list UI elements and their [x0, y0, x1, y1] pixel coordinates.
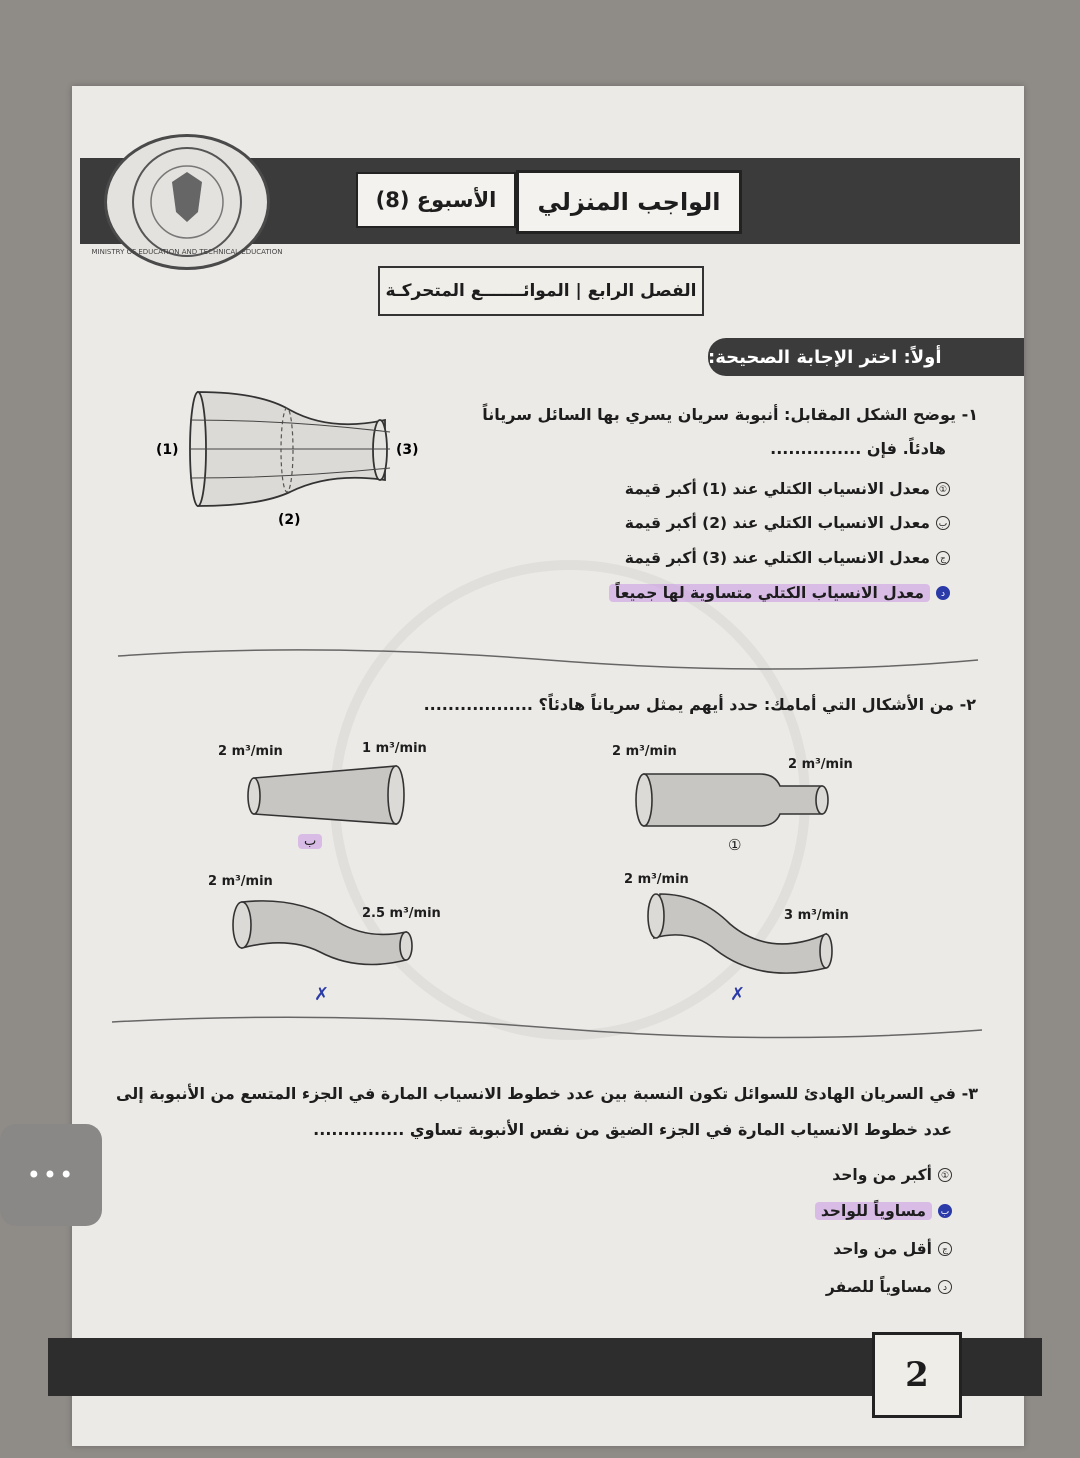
radio-icon: ج: [936, 551, 950, 565]
week-label: الأسبوع (8): [356, 172, 516, 228]
radio-icon: ①: [936, 482, 950, 496]
question-number: ٢-: [959, 695, 976, 714]
question-text: من الأشكال التي أمامك: حدد أيهم يمثل سرياناً هادئاً؟ ..................: [423, 695, 955, 714]
radio-icon: د: [938, 1280, 952, 1294]
q3-option-a[interactable]: [832, 1162, 952, 1188]
flow-in-label: 2 m³/min: [624, 872, 689, 887]
ministry-logo: [91, 134, 283, 270]
page-number: 2: [872, 1332, 962, 1418]
flow-out-label: 1 m³/min: [362, 741, 427, 756]
page-title: الواجب المنزلي: [516, 170, 742, 234]
more-options-button[interactable]: •••: [0, 1124, 102, 1226]
question-text-cont: هادئاً. فإن ...............: [770, 439, 946, 458]
radio-icon: ①: [938, 1168, 952, 1182]
q1-option-c[interactable]: [625, 545, 950, 571]
answer-mark: ✗: [730, 984, 746, 1005]
radio-icon: ب: [936, 516, 950, 530]
option-text: معدل الانسياب الكتلي عند (3) أكبر قيمة: [624, 549, 930, 567]
q1-option-d[interactable]: [609, 580, 950, 606]
question-2: [376, 688, 976, 722]
flow-in-label: 2 m³/min: [612, 744, 677, 759]
question-number: ٣-: [961, 1084, 978, 1103]
flow-out-label: 2.5 m³/min: [362, 906, 441, 921]
radio-icon: ج: [938, 1242, 952, 1256]
option-text: أقل من واحد: [833, 1240, 932, 1258]
fig-label-1: (1): [156, 442, 179, 458]
radio-selected-icon: د: [936, 586, 950, 600]
flow-in-label: 2 m³/min: [218, 744, 283, 759]
question-number: ١-: [961, 405, 978, 424]
question-3: [98, 1076, 978, 1148]
flow-in-label: 2 m³/min: [208, 874, 273, 889]
q1-option-b[interactable]: [625, 510, 950, 536]
question-text: في السريان الهادئ للسوائل تكون النسبة بين عدد خطوط الانسياب المارة في الجزء المتسع من الأنبوبة إلى: [116, 1084, 957, 1103]
q3-option-b[interactable]: [815, 1198, 952, 1224]
q3-option-c[interactable]: [833, 1236, 952, 1262]
pipe-figure-1: [630, 770, 840, 830]
answer-mark: ①: [728, 836, 742, 854]
fig-label-3: (3): [396, 442, 419, 458]
question-text-cont: عدد خطوط الانسياب المارة في الجزء الضيق من نفس الأنبوبة تساوي ...............: [313, 1120, 952, 1139]
fig-label-2: (2): [278, 512, 301, 528]
pipe-figure-3: [640, 888, 840, 978]
answer-mark: ✗: [314, 984, 330, 1005]
divider-1: [118, 640, 978, 680]
pipe-figure-2: [240, 762, 420, 832]
option-text: معدل الانسياب الكتلي عند (2) أكبر قيمة: [624, 514, 930, 532]
divider-2: [112, 1006, 982, 1046]
question-text: يوضح الشكل المقابل: أنبوبة سريان يسري بها السائل سرياناً: [482, 405, 957, 424]
option-text-highlighted: معدل الانسياب الكتلي متساوية لها جميعاً: [609, 584, 930, 602]
option-text: مساوياً للصفر: [825, 1278, 932, 1296]
flow-out-label: 2 m³/min: [788, 757, 853, 772]
radio-selected-icon: ب: [938, 1204, 952, 1218]
logo-text: MINISTRY OF EDUCATION AND TECHNICAL EDUCATION: [91, 248, 283, 256]
chapter-label: الفصل الرابع | الموائـــــــع المتحركـة: [378, 266, 704, 316]
q1-option-a[interactable]: [625, 476, 950, 502]
eagle-emblem-icon: [91, 142, 283, 262]
flow-out-label: 3 m³/min: [784, 908, 849, 923]
q1-pipe-figure: [150, 380, 450, 540]
pipe-figure-4: [228, 892, 428, 976]
question-1: [418, 398, 978, 466]
option-text: معدل الانسياب الكتلي عند (1) أكبر قيمة: [624, 480, 930, 498]
section-title: أولاً: اختر الإجابة الصحيحة:: [708, 338, 1024, 376]
option-text: أكبر من واحد: [832, 1166, 932, 1184]
answer-mark: ب: [298, 834, 322, 849]
q3-option-d[interactable]: [826, 1274, 952, 1300]
option-text-highlighted: مساوياً للواحد: [815, 1202, 932, 1220]
